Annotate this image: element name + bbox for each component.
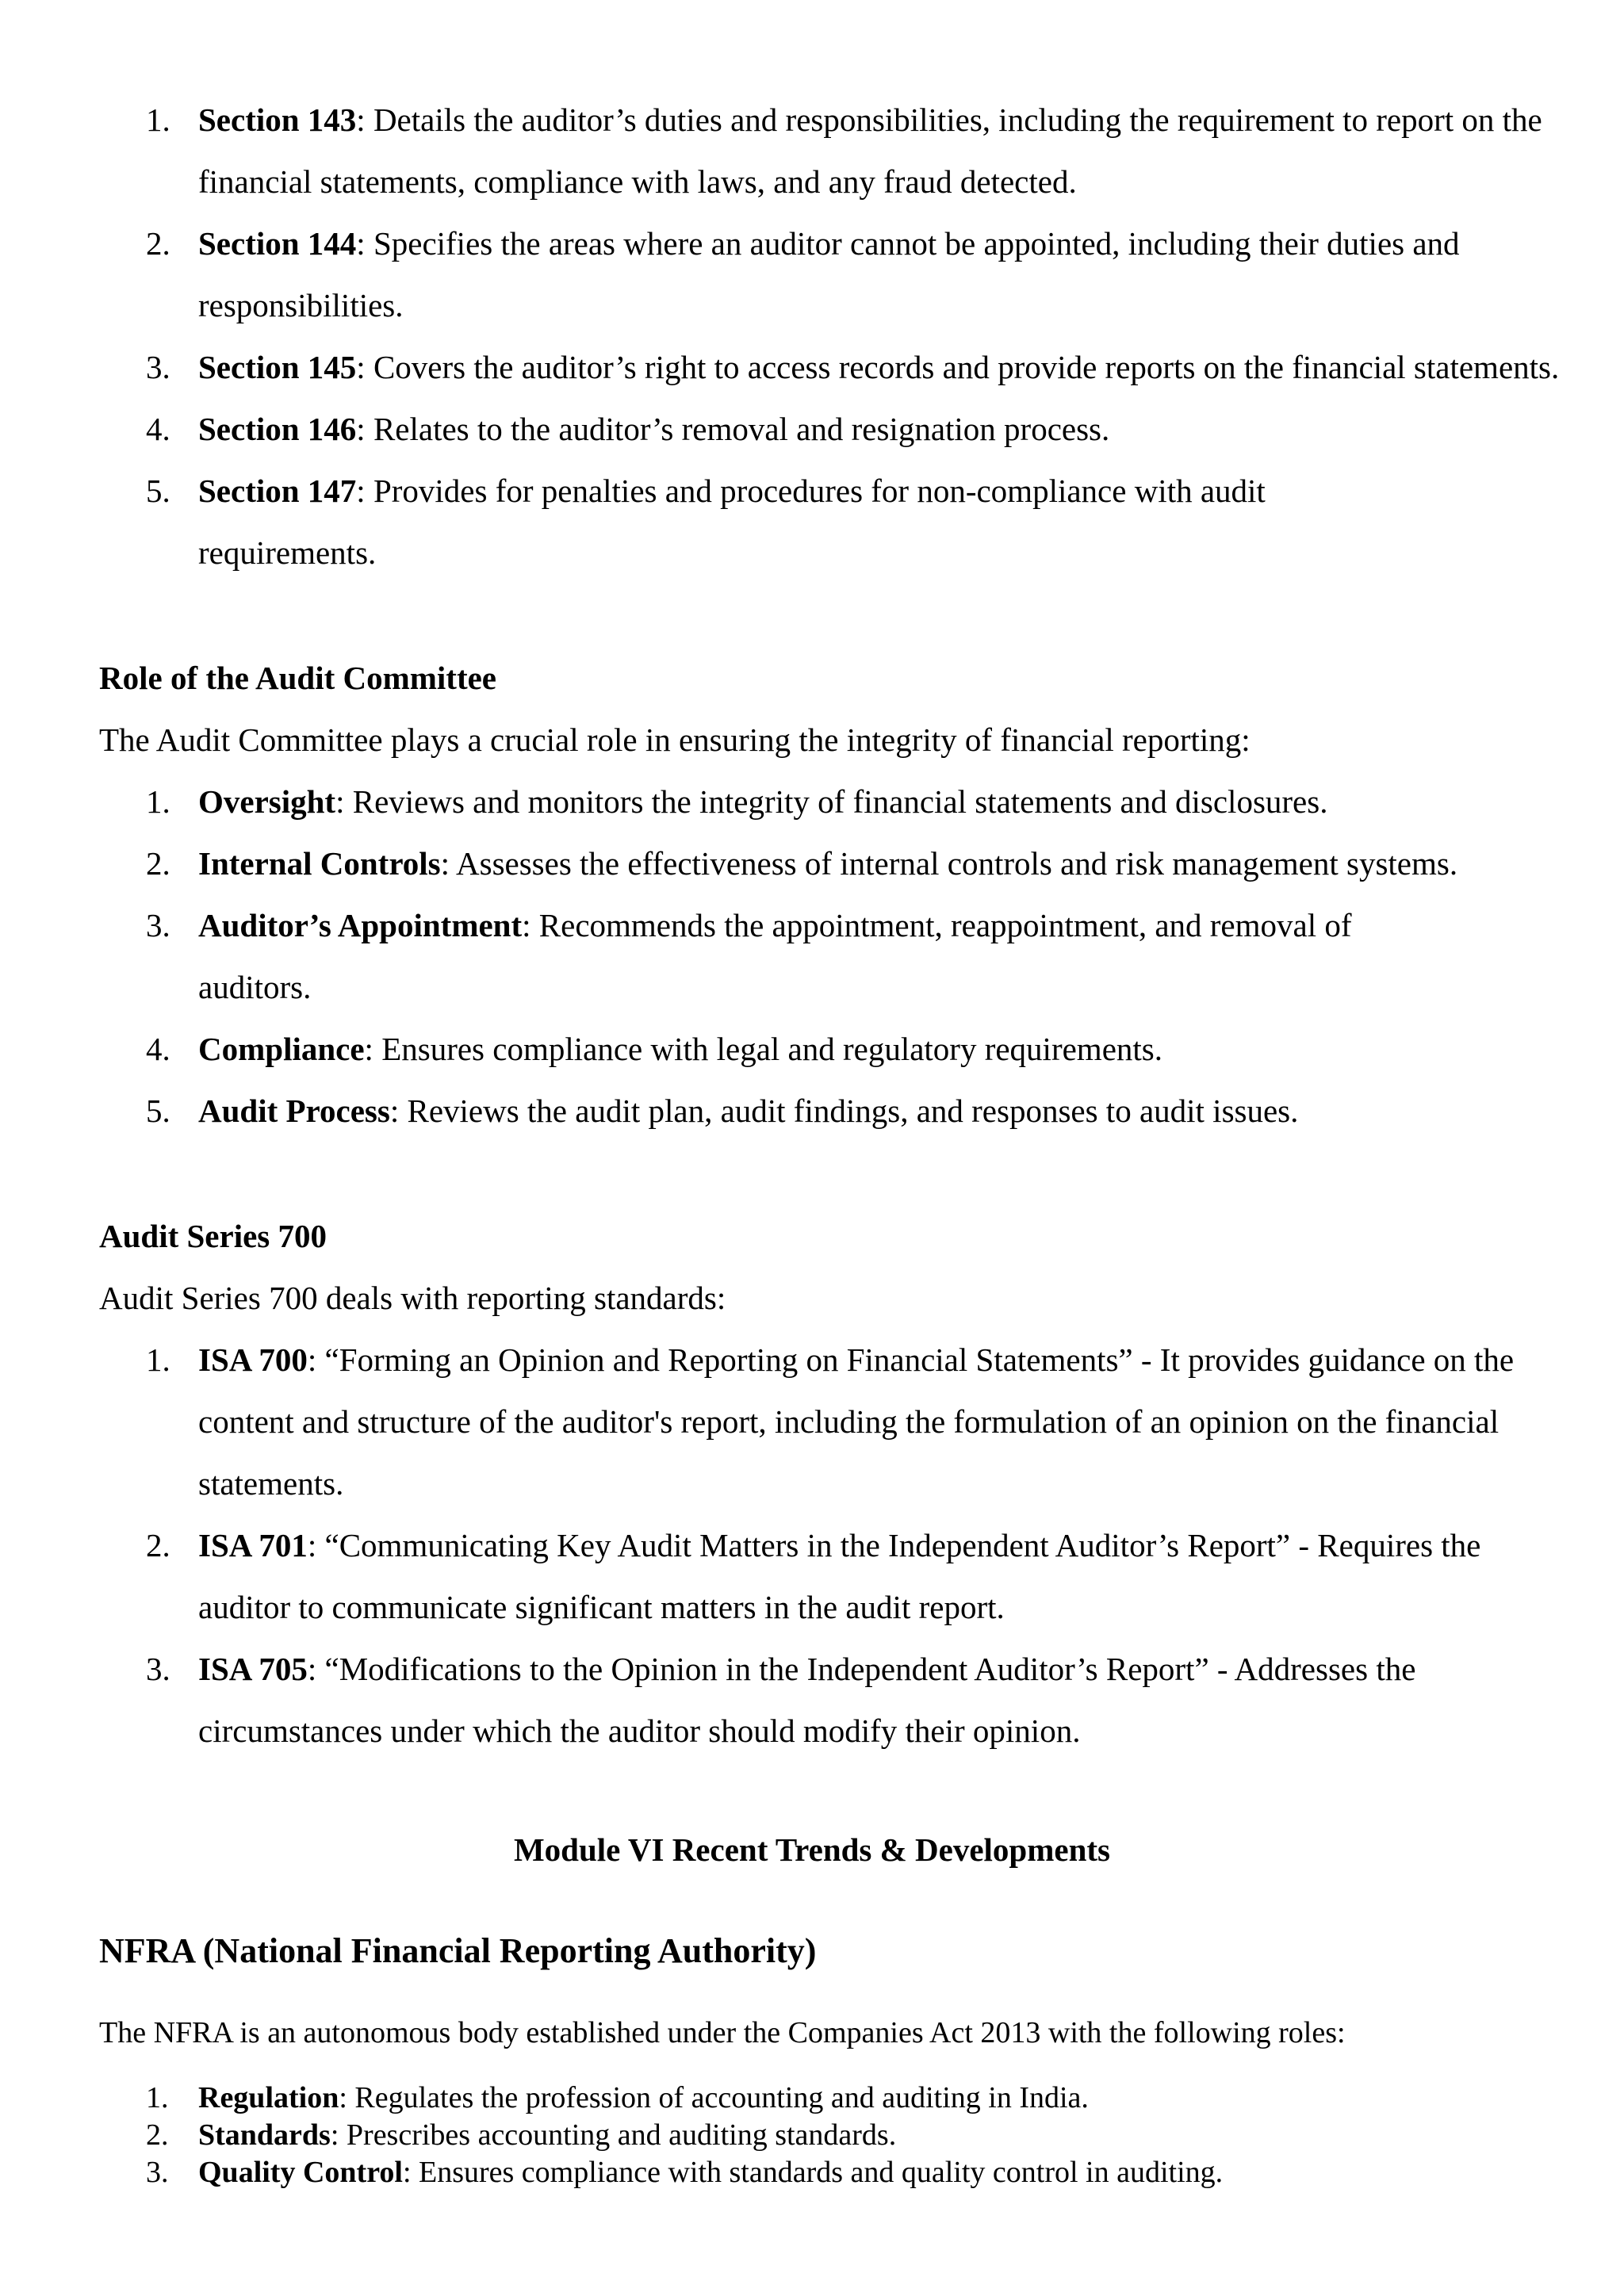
audit-committee-list (0, 771, 1624, 1142)
list-number: 4. (146, 1031, 170, 1067)
list-term: Section 144 (198, 225, 357, 262)
list-item (0, 2154, 1624, 2191)
list-item (0, 1080, 1624, 1142)
list-item (0, 460, 1624, 584)
list-text: : Covers the auditor’s right to access records and provide reports on the financial statements. (356, 349, 1560, 385)
list-number: 2. (146, 845, 170, 882)
list-number: 3. (146, 1651, 170, 1687)
list-term: Internal Controls (198, 845, 441, 882)
list-item (0, 398, 1624, 460)
list-text: : Details the auditor’s duties and responsibilities, including the requirement to report on the financial statements, compliance with laws, and any fraud detected. (198, 101, 1542, 200)
list-number: 1. (146, 1341, 170, 1378)
list-text: : Reviews the audit plan, audit findings, and responses to audit issues. (389, 1093, 1299, 1129)
list-item (0, 832, 1624, 894)
list-item (0, 1514, 1624, 1638)
list-number: 4. (146, 411, 170, 447)
list-term: ISA 700 (198, 1341, 308, 1378)
list-text: : Assesses the effectiveness of internal controls and risk management systems. (440, 845, 1458, 882)
list-item (0, 89, 1624, 212)
list-term: Compliance (198, 1031, 365, 1067)
list-item (0, 894, 1624, 1018)
list-item (0, 1329, 1624, 1514)
list-number: 3. (146, 907, 170, 943)
sections-list (0, 89, 1624, 584)
list-term: Section 147 (198, 473, 357, 509)
list-number: 1. (146, 2081, 169, 2114)
list-item (0, 771, 1624, 832)
list-term: Section 146 (198, 411, 357, 447)
audit-committee-intro: The Audit Committee plays a crucial role in ensuring the integrity of financial reporting: (99, 721, 1251, 758)
list-term: Quality Control (198, 2156, 403, 2189)
list-term: Regulation (198, 2081, 339, 2114)
audit-series-intro: Audit Series 700 deals with reporting standards: (99, 1280, 726, 1316)
list-text: : “Forming an Opinion and Reporting on Financial Statements” - It provides guidance on the content and structure of the auditor's report, including the formulation of an opinion on the financial statements. (198, 1341, 1515, 1502)
list-text: : Ensures compliance with legal and regulatory requirements. (364, 1031, 1162, 1067)
list-number: 5. (146, 473, 170, 509)
list-number: 5. (146, 1093, 170, 1129)
list-text: : Reviews and monitors the integrity of financial statements and disclosures. (335, 783, 1328, 820)
list-term: Section 145 (198, 349, 357, 385)
list-text: : Recommends the appointment, reappointment, and removal of auditors. (198, 907, 1352, 1005)
list-term: Standards (198, 2118, 331, 2152)
list-term: Section 143 (198, 101, 357, 138)
list-text: : Regulates the profession of accounting and auditing in India. (339, 2081, 1089, 2114)
list-term: Audit Process (198, 1093, 390, 1129)
list-text: : Relates to the auditor’s removal and resignation process. (356, 411, 1110, 447)
audit-committee-heading: Role of the Audit Committee (99, 660, 497, 696)
list-term: Auditor’s Appointment (198, 907, 523, 943)
list-text: : Prescribes accounting and auditing standards. (330, 2118, 897, 2152)
list-term: ISA 705 (198, 1651, 308, 1687)
list-number: 1. (146, 783, 170, 820)
list-item (0, 1638, 1624, 1762)
module-title: Module VI Recent Trends & Developments (513, 1831, 1110, 1868)
list-term: Oversight (198, 783, 336, 820)
list-number: 2. (146, 1527, 170, 1563)
audit-series-heading: Audit Series 700 (99, 1218, 327, 1254)
nfra-list (0, 2080, 1624, 2191)
list-text: : Ensures compliance with standards and quality control in auditing. (402, 2156, 1224, 2189)
list-number: 2. (146, 225, 170, 262)
list-item (0, 2080, 1624, 2117)
list-number: 3. (146, 2156, 169, 2189)
list-number: 2. (146, 2118, 169, 2152)
list-text: : “Modifications to the Opinion in the Independent Auditor’s Report” - Addresses the circumstances under which the auditor should modify their opinion. (198, 1651, 1416, 1749)
list-term: ISA 701 (198, 1527, 308, 1563)
list-text: : Provides for penalties and procedures for non-compliance with audit requirements. (198, 473, 1266, 571)
audit-series-list (0, 1329, 1624, 1762)
list-item (0, 2117, 1624, 2154)
list-item (0, 336, 1624, 398)
list-item (0, 212, 1624, 336)
nfra-intro: The NFRA is an autonomous body established under the Companies Act 2013 with the following roles: (99, 2016, 1346, 2049)
nfra-heading: NFRA (National Financial Reporting Authority) (99, 1931, 817, 1970)
list-number: 3. (146, 349, 170, 385)
list-text: : “Communicating Key Audit Matters in the Independent Auditor’s Report” - Requires the auditor to communicate significant matters in the audit report. (198, 1527, 1481, 1625)
list-number: 1. (146, 101, 170, 138)
list-text: : Specifies the areas where an auditor cannot be appointed, including their duties and responsibilities. (198, 225, 1460, 323)
list-item (0, 1018, 1624, 1080)
